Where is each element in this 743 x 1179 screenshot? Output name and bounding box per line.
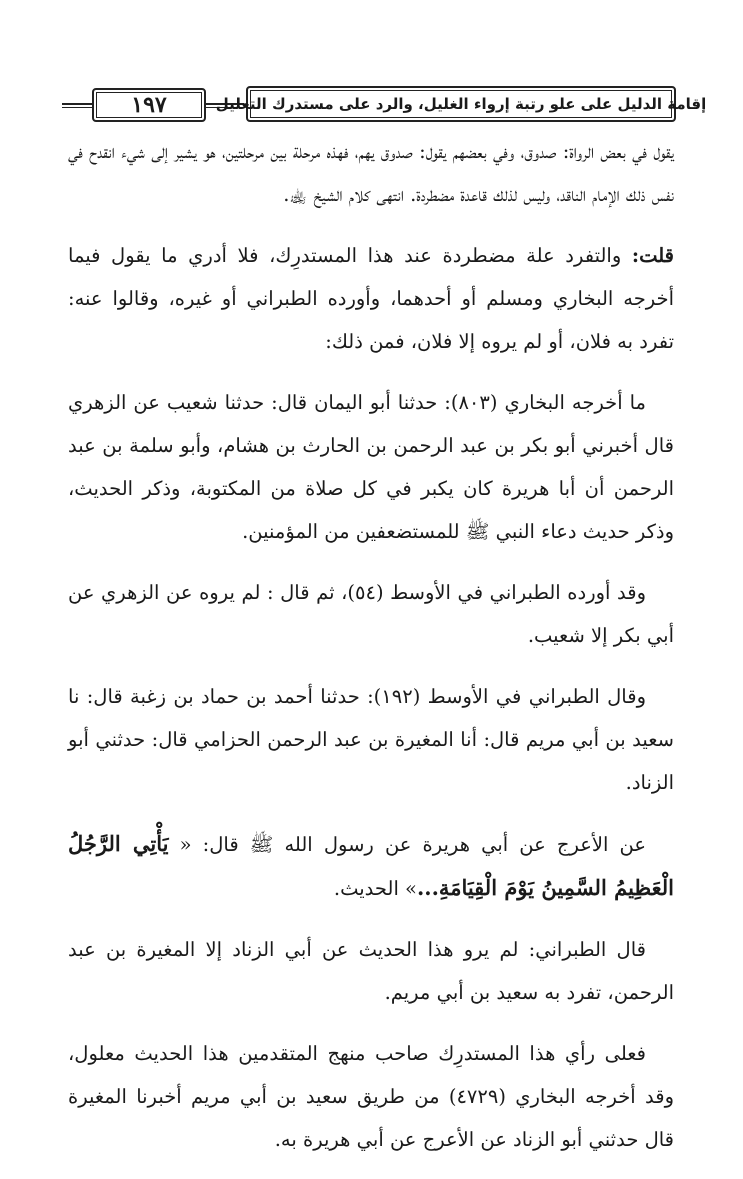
- paragraph-1: يقول في بعض الرواة: صدوق، وفي بعضهم يقول: صدوق يهم، فهذه مرحلة بين مرحلتين، هو يشير إلى شيء انقدح في نفس ذلك الإمام الناقد، وليس لذلك قاعدة مضطردة. انتهى كلام الشيخ ﵀.: [68, 140, 674, 206]
- paragraph-7: قال الطبراني: لم يرو هذا الحديث عن أبي الزناد إلا المغيرة بن عبد الرحمن، تفرد به سعيد بن أبي مريم.: [68, 938, 674, 1004]
- paragraph-4: وقد أورده الطبراني في الأوسط (٥٤)، ثم قال : لم يروه عن الزهري عن أبي بكر إلا شعيب.: [68, 581, 674, 647]
- header-rule-left: [62, 103, 92, 108]
- paragraph-3: ما أخرجه البخاري (٨٠٣): حدثنا أبو اليمان قال: حدثنا شعيب عن الزهري قال أخبرني أبو بكر بن عبد الرحمن بن الحارث بن هشام، وأبو سلمة بن عبد الرحمن أن أبا هريرة كان يكبر في كل صلاة من المكتوبة، وذكر الحديث، وذكر حديث دعاء النبي ﷺ للمستضعفين من المؤمنين.: [68, 391, 674, 543]
- running-title: إقامة الدليل على علو رتبة إرواء الغليل، والرد على مستدرك التعليل: [246, 86, 676, 122]
- paragraph-2: [68, 234, 674, 363]
- body-text: [68, 130, 674, 1179]
- paragraph-6-text-after: » الحديث.: [333, 877, 417, 900]
- paragraph-6: [68, 822, 674, 910]
- qultu-lead: قلت:: [631, 244, 674, 267]
- paragraph-2-text: والتفرد علة مضطردة عند هذا المستدرِك، فلا أدري ما يقول فيما أخرجه البخاري ومسلم أو أحدهما، وأورده الطبراني أو غيره، وقالوا عنه: تفرد به فلان، أو لم يروه إلا فلان، فمن ذلك:: [68, 244, 674, 353]
- paragraph-6-text-before: عن الأعرج عن أبي هريرة عن رسول الله ﷺ قال: «: [168, 833, 646, 856]
- paragraph-5: وقال الطبراني في الأوسط (١٩٢): حدثنا أحمد بن حماد بن زغبة قال: نا سعيد بن أبي مريم قال: أنا المغيرة بن عبد الرحمن الحزامي قال: حدثني أبو الزناد.: [68, 685, 674, 794]
- page-number: ١٩٧: [92, 88, 206, 122]
- hadith-quote: يَأْتِي الرَّجُلُ الْعَظِيمُ السَّمِينُ يَوْمَ الْقِيَامَةِ...: [68, 831, 674, 900]
- paragraph-8: فعلى رأي هذا المستدرِك صاحب منهج المتقدمين هذا الحديث معلول، وقد أخرجه البخاري (٤٧٢٩) من طريق سعيد بن أبي مريم أخبرنا المغيرة قال حدثني أبو الزناد عن الأعرج عن أبي هريرة به.: [68, 1042, 674, 1151]
- page-header: [62, 84, 707, 124]
